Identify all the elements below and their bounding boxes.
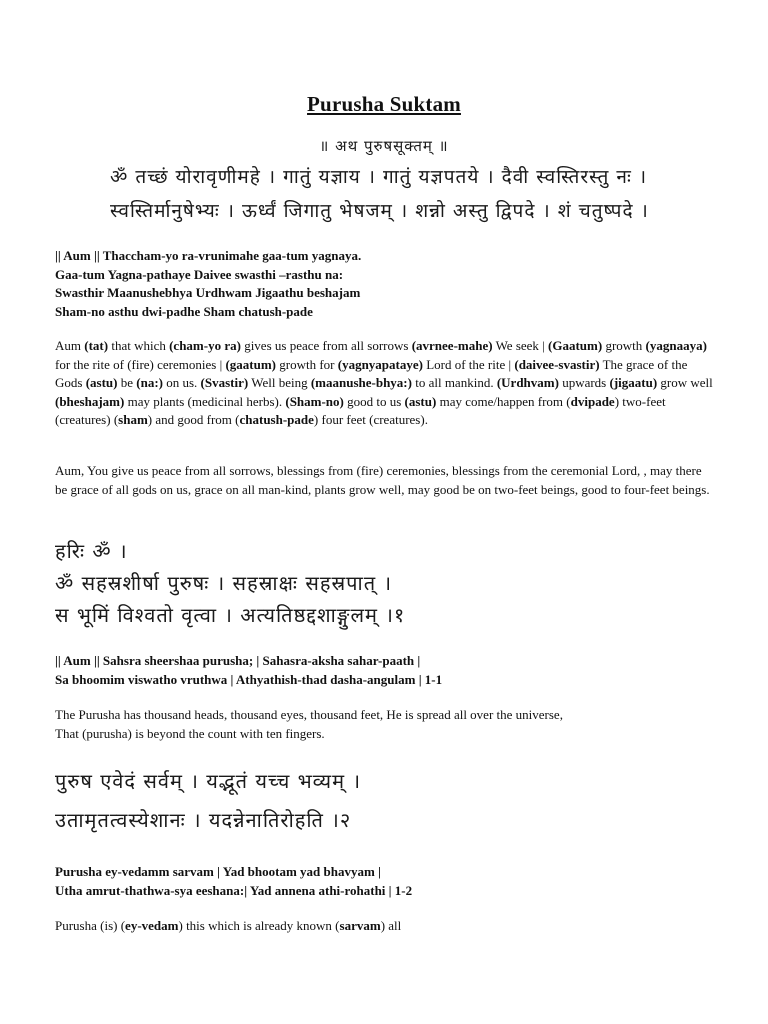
meaning-paragraph bbox=[55, 706, 715, 743]
devanagari-verse-line: ॐ सहस्रशीर्षा पुरुषः । सहस्राक्षः सहस्रपात् । bbox=[55, 571, 393, 595]
text-run: upwards bbox=[558, 375, 610, 390]
text-run: growth for bbox=[275, 356, 338, 372]
transliteration-block bbox=[55, 652, 715, 689]
text-run: ) four feet (creatures). bbox=[313, 412, 428, 427]
text-run: ) all bbox=[380, 918, 402, 933]
text-run: good to us bbox=[343, 393, 405, 409]
transliteration-line: Utha amrut-thathwa-sya eeshana:| Yad annena athi-rohathi | 1-2 bbox=[55, 882, 413, 898]
meaning-line: The Purusha has thousand heads, thousand eyes, thousand feet, He is spread all over the universe, bbox=[55, 707, 563, 722]
bold-term: sarvam bbox=[339, 918, 381, 933]
bold-term: (bheshajam) bbox=[55, 393, 125, 409]
bold-term: (cham-yo ra) bbox=[169, 338, 241, 353]
devanagari-verse-line: पुरुष एवेदं सर्वम् । यद्भूतं यच्च भव्यम् । bbox=[55, 769, 362, 793]
bold-term: sham bbox=[118, 412, 148, 427]
bold-term: (jigaatu) bbox=[609, 375, 658, 390]
transliteration-line: || Aum || Thaccham-yo ra-vrunimahe gaa-tum yagnaya. bbox=[55, 248, 362, 263]
transliteration-line: Swasthir Maanushebhya Urdhwam Jigaathu beshajam bbox=[55, 285, 361, 300]
meaning-paragraph: Aum, You give us peace from all sorrows, blessings from (fire) ceremonies, blessings from the ceremonial Lord, , may there be grace of all gods on us, grace on all man-kind, plants grow well, may good be on two-feet beings, good to four-feet beings. bbox=[55, 463, 710, 497]
devanagari-verse-line: ॐ तच्छं योरावृणीमहे । गातुं यज्ञाय । गातुं यज्ञपतये । दैवी स्वस्तिरस्तु नः । bbox=[110, 166, 648, 188]
text-run: ) and good from ( bbox=[147, 412, 240, 427]
text-run: The grace of the Gods bbox=[55, 356, 688, 390]
bold-term: (astu) bbox=[404, 393, 437, 409]
bold-term: (gaatum) bbox=[225, 356, 276, 372]
text-run: grow well bbox=[657, 375, 713, 390]
text-run: to all mankind. bbox=[411, 375, 497, 390]
bold-term: (Sham-no) bbox=[285, 393, 344, 409]
text-run: ) two-feet (creatures) ( bbox=[55, 393, 666, 427]
bold-term: chatush-pade bbox=[239, 412, 314, 427]
text-run: may plants (medicinal herbs). bbox=[124, 393, 286, 409]
bold-term: (Gaatum) bbox=[548, 338, 603, 353]
transliteration-line: Purusha ey-vedamm sarvam | Yad bhootam yad bhavyam | bbox=[55, 864, 381, 879]
text-run: on us. bbox=[162, 375, 201, 390]
text-run: gives us peace from all sorrows bbox=[240, 338, 412, 353]
text-run: growth bbox=[602, 338, 646, 353]
text-run: We seek | bbox=[492, 338, 549, 353]
bold-term: dvipade bbox=[570, 393, 615, 409]
text-run: be bbox=[117, 375, 137, 390]
transliteration-line: Sa bhoomim viswatho vruthwa | Athyathish-thad dasha-angulam | 1-1 bbox=[55, 671, 443, 687]
text-run: Purusha (is) ( bbox=[55, 918, 126, 933]
transliteration-line: Sham-no asthu dwi-padhe Sham chatush-pade bbox=[55, 303, 313, 319]
bold-term: ey-vedam bbox=[125, 918, 179, 933]
bold-term: (maanushe-bhya:) bbox=[310, 375, 412, 390]
text-run: that which bbox=[108, 338, 170, 353]
bold-term: (yagnyapataye) bbox=[337, 356, 423, 372]
devanagari-header: ॥ अथ पुरुषसूक्तम् ॥ bbox=[319, 137, 449, 155]
bold-term: (Urdhvam) bbox=[496, 375, 559, 390]
meaning-paragraph bbox=[55, 917, 715, 936]
devanagari-verse-line: स भूमिं विश्वतो वृत्वा । अत्यतिष्ठद्दशाङ्गुलम् ।१ bbox=[55, 603, 406, 627]
text-run: Lord of the rite | bbox=[422, 356, 515, 372]
bold-term: (Svastir) bbox=[200, 375, 249, 390]
text-run: for the rite of (fire) ceremonies | bbox=[55, 356, 226, 372]
text-run: Well being bbox=[248, 375, 311, 390]
transliteration-block bbox=[55, 863, 715, 900]
text-run: may come/happen from ( bbox=[436, 393, 571, 409]
page-title: Purusha Suktam bbox=[307, 92, 461, 116]
bold-term: (na:) bbox=[136, 375, 163, 390]
text-run: ) this which is already known ( bbox=[178, 918, 340, 933]
transliteration-line: || Aum || Sahsra sheershaa purusha; | Sahasra-aksha sahar-paath | bbox=[55, 653, 421, 668]
transliteration-block bbox=[55, 247, 715, 321]
devanagari-verse-line: हरिः ॐ । bbox=[55, 539, 128, 563]
bold-term: (yagnaaya) bbox=[645, 338, 707, 353]
bold-term: (astu) bbox=[85, 375, 118, 390]
meaning-line: That (purusha) is beyond the count with ten fingers. bbox=[55, 725, 325, 741]
word-meaning-paragraph bbox=[55, 337, 715, 430]
bold-term: (daivee-svastir) bbox=[514, 356, 600, 372]
devanagari-verse-line: उतामृतत्वस्येशानः । यदन्नेनातिरोहति ।२ bbox=[55, 808, 352, 832]
bold-term: (avrnee-mahe) bbox=[411, 338, 493, 353]
bold-term: (tat) bbox=[84, 338, 109, 353]
text-run: Aum bbox=[55, 338, 85, 353]
devanagari-verse-line: स्वस्तिर्मानुषेभ्यः । ऊर्ध्वं जिगातु भेषजम् । शन्नो अस्तु द्विपदे । शं चतुष्पदे । bbox=[110, 200, 649, 222]
transliteration-line: Gaa-tum Yagna-pathaye Daivee swasthi –rasthu na: bbox=[55, 266, 344, 282]
